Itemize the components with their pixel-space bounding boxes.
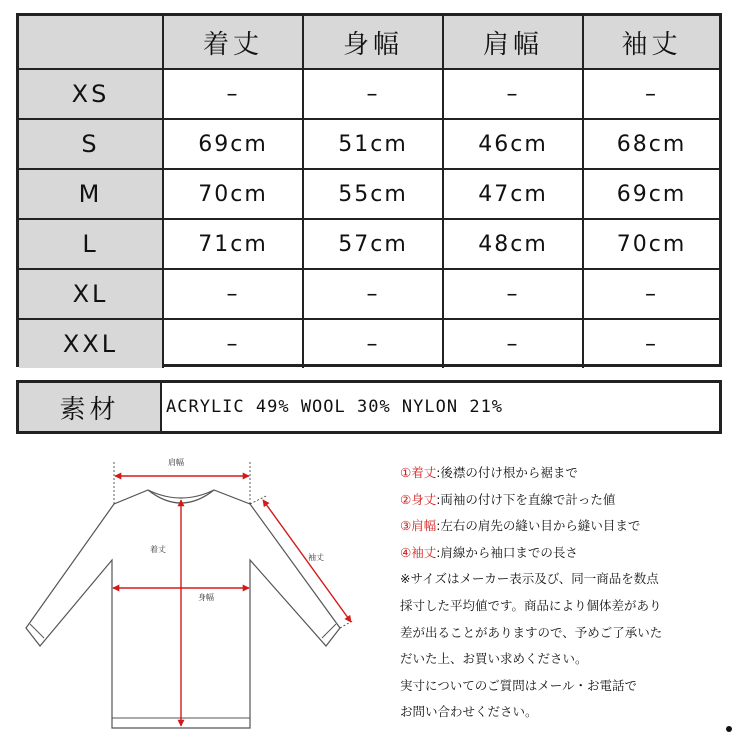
table-cell: 55cm xyxy=(302,170,442,218)
size-label: XXL xyxy=(19,320,162,368)
size-label: XS xyxy=(19,70,162,118)
table-cell: – xyxy=(442,70,582,118)
table-cell: 70cm xyxy=(582,220,719,268)
table-cell: – xyxy=(302,70,442,118)
measurement-notes xyxy=(400,460,730,726)
definition-chest xyxy=(400,487,730,514)
size-label: S xyxy=(19,120,162,168)
header-shoulder: 肩幅 xyxy=(442,16,582,68)
sleeve-length-label: 袖丈 xyxy=(308,553,324,562)
table-row xyxy=(19,218,719,268)
sweater-outline-icon xyxy=(18,448,368,738)
definition-term: ②身丈 xyxy=(400,491,437,507)
definition-sleeve xyxy=(400,540,730,567)
size-table-header xyxy=(19,16,719,68)
material-value: ACRYLIC 49% WOOL 30% NYLON 21% xyxy=(166,397,504,417)
table-cell: – xyxy=(162,270,302,318)
disclaimer-line: 実寸についてのご質問はメール・お電話で xyxy=(400,677,638,693)
disclaimer-line: だいた上、お買い求めください。 xyxy=(400,651,588,667)
size-table xyxy=(16,13,722,367)
disclaimer-line: 採寸した平均値です。商品により個体差があり xyxy=(400,597,662,613)
definition-term: ①着丈 xyxy=(400,465,437,480)
table-cell: 57cm xyxy=(302,220,442,268)
header-corner xyxy=(19,16,162,68)
table-cell: 70cm xyxy=(162,170,302,218)
corner-dot xyxy=(726,726,732,732)
garment-diagram xyxy=(18,448,368,738)
table-cell: 71cm xyxy=(162,220,302,268)
disclaimer-line: ※サイズはメーカー表示及び、同一商品を数点 xyxy=(400,571,659,587)
definition-length xyxy=(400,460,730,487)
size-label: M xyxy=(19,170,162,218)
header-sleeve: 袖丈 xyxy=(582,16,719,68)
table-row xyxy=(19,118,719,168)
definition-text: :左右の肩先の縫い目から縫い目まで xyxy=(436,518,641,534)
material-table xyxy=(16,380,722,434)
size-label: L xyxy=(19,220,162,268)
table-cell: 69cm xyxy=(582,170,719,218)
table-cell: – xyxy=(302,320,442,368)
table-cell: – xyxy=(302,270,442,318)
chest-width-label: 身幅 xyxy=(198,593,214,602)
table-cell: – xyxy=(442,270,582,318)
table-cell: – xyxy=(442,320,582,368)
sleeve-length-arrow xyxy=(263,500,351,622)
disclaimer-line: お問い合わせください。 xyxy=(400,704,538,720)
definition-text: :両袖の付け下を直線で計った値 xyxy=(436,491,616,507)
table-cell: – xyxy=(582,270,719,318)
length-label: 着丈 xyxy=(150,545,166,554)
size-label: XL xyxy=(19,270,162,318)
definition-text: :後襟の付け根から裾まで xyxy=(436,465,578,480)
shoulder-width-label: 肩幅 xyxy=(168,458,184,467)
table-cell: 47cm xyxy=(442,170,582,218)
sweater-body-outline xyxy=(26,490,340,728)
material-label: 素材 xyxy=(19,383,162,431)
table-row xyxy=(19,68,719,118)
disclaimer-line: 差が出ることがありますので、予めご了承いた xyxy=(400,624,663,640)
table-row xyxy=(19,168,719,218)
definition-text: :肩線から袖口までの長さ xyxy=(436,544,578,560)
table-cell: – xyxy=(582,70,719,118)
header-length: 着丈 xyxy=(162,16,302,68)
table-cell: 51cm xyxy=(302,120,442,168)
definition-term: ③肩幅 xyxy=(400,518,437,534)
table-cell: 68cm xyxy=(582,120,719,168)
table-cell: – xyxy=(582,320,719,368)
table-cell: 46cm xyxy=(442,120,582,168)
table-cell: – xyxy=(162,320,302,368)
definition-shoulder xyxy=(400,513,730,540)
table-cell: – xyxy=(162,70,302,118)
header-chest: 身幅 xyxy=(302,16,442,68)
table-row xyxy=(19,268,719,318)
table-cell: 69cm xyxy=(162,120,302,168)
definition-term: ④袖丈 xyxy=(400,544,437,560)
table-cell: 48cm xyxy=(442,220,582,268)
table-row xyxy=(19,318,719,368)
